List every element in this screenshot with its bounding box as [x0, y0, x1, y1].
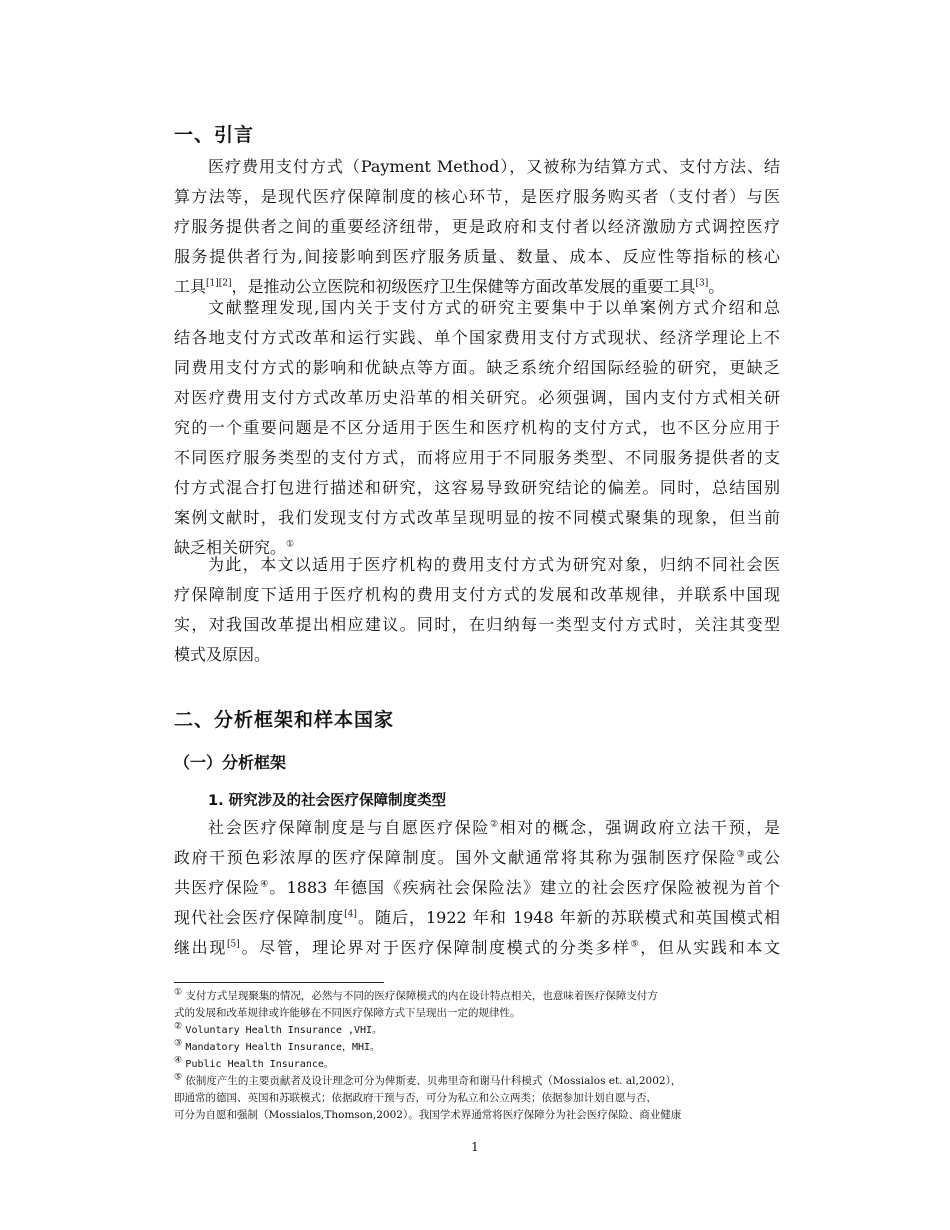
- paragraph-line: 案例文献时，我们发现支付方式改革呈现明显的按不同模式聚集的现象，但当前: [174, 508, 780, 527]
- paragraph-3: [174, 550, 780, 670]
- paragraph-line: 不同医疗服务类型的支付方式，而将应用于不同服务类型、不同服务提供者的支: [174, 448, 780, 467]
- citation[interactable]: [4]: [344, 909, 357, 920]
- paragraph-line: 同费用支付方式的影响和优缺点等方面。缺乏系统介绍国际经验的研究，更缺乏: [174, 358, 780, 377]
- paragraph-line: 政府干预色彩浓厚的医疗保障制度。国外文献通常将其称为强制医疗保险③或公: [174, 848, 780, 867]
- paragraph-line: 疗保障制度下适用于医疗机构的费用支付方式的发展和改革规律，并联系中国现: [174, 585, 780, 604]
- footnote-5: ⑤ 依制度产生的主要贡献者及设计理念可分为俾斯麦、贝弗里奇和谢马什科模式（Mossialos et. al,2002），: [174, 1073, 682, 1087]
- subsection-heading: （一）分析框架: [174, 753, 287, 772]
- paragraph-line: 社会医疗保障制度是与自愿医疗保险②相对的概念，强调政府立法干预，是: [208, 818, 780, 837]
- footnote-marker[interactable]: ②: [489, 819, 500, 830]
- citation[interactable]: [3]: [695, 278, 709, 289]
- paragraph-line: 模式及原因。: [174, 645, 271, 664]
- paragraph-line: 疗服务提供者之间的重要经济纽带，更是政府和支付者以经济激励方式调控医疗: [174, 217, 780, 236]
- citation[interactable]: [1][2]: [206, 278, 232, 289]
- footnote-marker[interactable]: ③: [736, 849, 747, 860]
- footnote-marker[interactable]: ④: [260, 879, 270, 890]
- subsubsection-heading: 1. 研究涉及的社会医疗保障制度类型: [208, 793, 447, 809]
- footnote-4: ④ Public Health Insurance。: [174, 1056, 334, 1070]
- footnote-3: ③ Mandatory Health Insurance，MHI。: [174, 1039, 381, 1053]
- paragraph-line: 服务提供者行为,间接影响到医疗服务质量、数量、成本、反应性等指标的核心: [174, 247, 780, 266]
- paragraph-4: [174, 813, 780, 963]
- paragraph-line: 医疗费用支付方式（Payment Method），又被称为结算方式、支付方法、结: [208, 157, 780, 176]
- section-heading-introduction: 一、引言: [174, 124, 255, 146]
- footnote-marker[interactable]: ⑤: [630, 939, 641, 950]
- paragraph-line: 共医疗保险④。1883 年德国《疾病社会保险法》建立的社会医疗保险被视为首个: [174, 878, 780, 897]
- paragraph-line: 算方法等，是现代医疗保障制度的核心环节，是医疗服务购买者（支付者）与医: [174, 187, 780, 206]
- page-number: 1: [471, 1140, 479, 1154]
- citation[interactable]: [5]: [227, 939, 240, 950]
- footnote-2: ② Voluntary Health Insurance ,VHI。: [174, 1022, 383, 1036]
- paragraph-line: 继出现[5]。尽管，理论界对于医疗保障制度模式的分类多样⑤，但从实践和本文: [174, 938, 780, 957]
- paragraph-line: 现代社会医疗保障制度[4]。随后，1922 年和 1948 年新的苏联模式和英国模式相: [174, 908, 780, 927]
- paragraph-1: [174, 152, 780, 302]
- footnote-1-cont: 式的发展和改革规律或许能够在不同医疗保障方式下呈现出一定的规律性。: [174, 1007, 521, 1019]
- footnote-5-cont: 即通常的德国、英国和苏联模式；依据政府干预与否，可分为私立和公立两类；依据参加计划自愿与否，: [174, 1092, 657, 1104]
- paragraph-line: 为此，本文以适用于医疗机构的费用支付方式为研究对象，归纳不同社会医: [208, 555, 780, 574]
- paragraph-line: 结各地支付方式改革和运行实践、单个国家费用支付方式现状、经济学理论上不: [174, 328, 780, 347]
- section-heading-framework: 二、分析框架和样本国家: [174, 709, 395, 731]
- footnote-marker[interactable]: ①: [286, 539, 295, 550]
- footnote-divider: [174, 982, 384, 983]
- paragraph-2: [174, 293, 780, 563]
- paragraph-line: 工具[1][2]，是推动公立医院和初级医疗卫生保健等方面改革发展的重要工具[3]。: [174, 277, 725, 296]
- footnote-1: ① 支付方式呈现聚集的情况，必然与不同的医疗保障模式的内在设计特点相关，也意味着医疗保障支付方: [174, 988, 658, 1002]
- paragraph-line: 文献整理发现,国内关于支付方式的研究主要集中于以单案例方式介绍和总: [208, 298, 780, 317]
- paragraph-line: 实，对我国改革提出相应建议。同时，在归纳每一类型支付方式时，关注其变型: [174, 615, 780, 634]
- footnotes: [174, 988, 786, 1124]
- footnote-5-cont: 可分为自愿和强制（Mossialos,Thomson,2002）。我国学术界通常将医疗保障分为社会医疗保险、商业健康: [174, 1109, 682, 1121]
- paragraph-line: 付方式混合打包进行描述和研究，这容易导致研究结论的偏差。同时，总结国别: [174, 478, 780, 497]
- paragraph-line: 对医疗费用支付方式改革历史沿革的相关研究。必须强调，国内支付方式相关研: [174, 388, 780, 407]
- paragraph-line: 究的一个重要问题是不区分适用于医生和医疗机构的支付方式，也不区分应用于: [174, 418, 780, 437]
- paragraph-line: 缺乏相关研究。①: [174, 538, 295, 557]
